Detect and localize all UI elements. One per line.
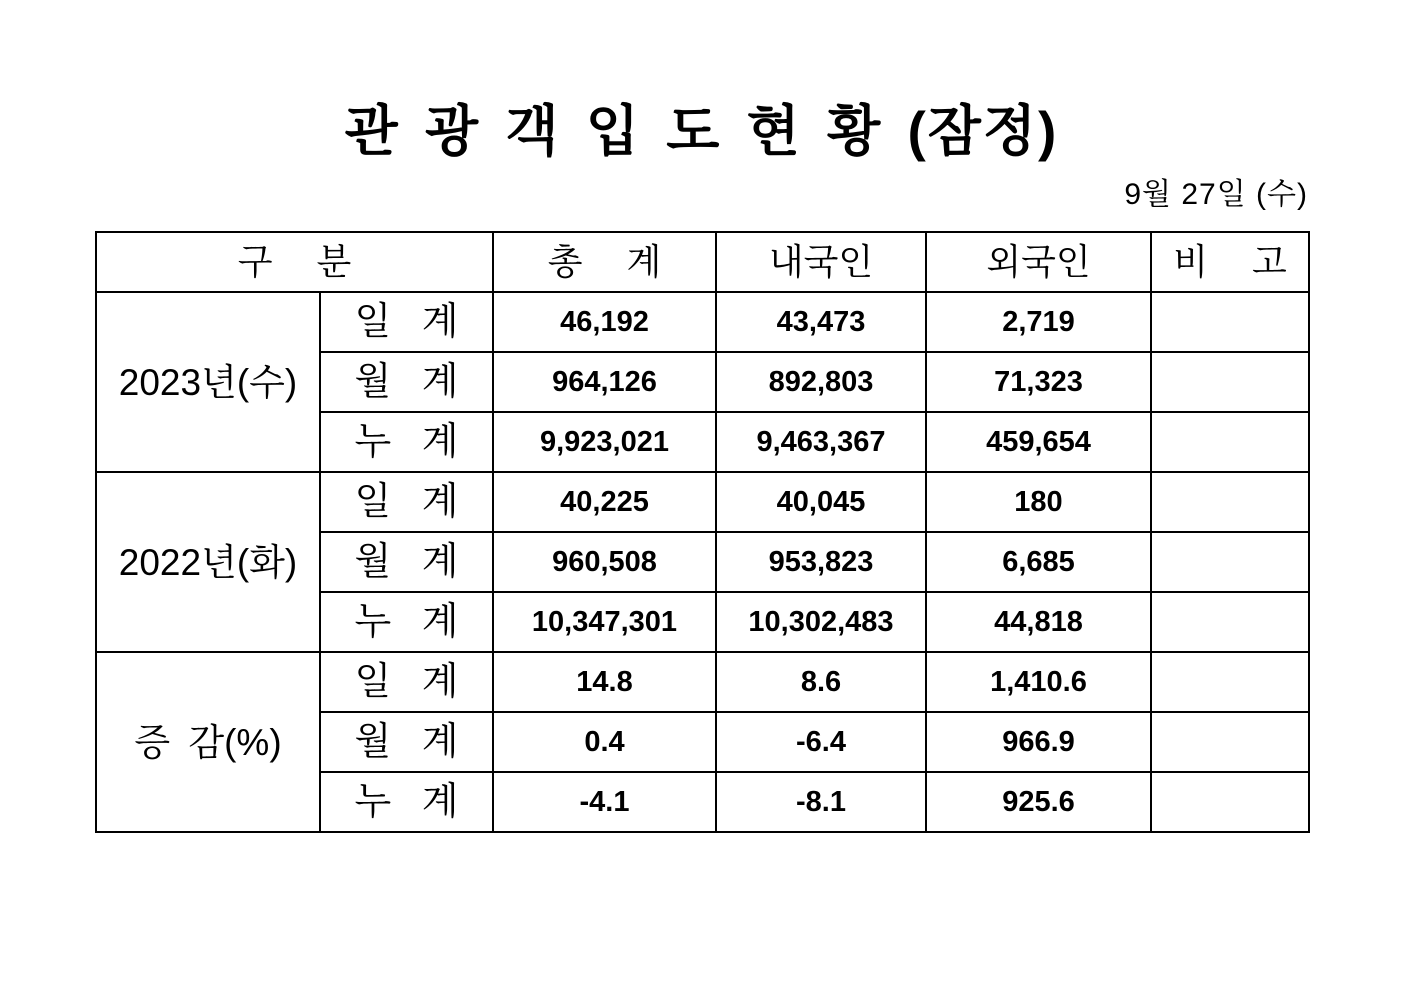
total-value: 0.4: [493, 712, 716, 772]
table-container: [95, 231, 1310, 833]
domestic-value: -6.4: [716, 712, 926, 772]
row-label: 일 계: [320, 472, 493, 532]
domestic-value: 43,473: [716, 292, 926, 352]
foreign-value: 6,685: [926, 532, 1151, 592]
header-total: 총 계: [493, 232, 716, 292]
table-row: [96, 292, 1309, 352]
total-value: 10,347,301: [493, 592, 716, 652]
header-foreign: 외국인: [926, 232, 1151, 292]
note-cell: [1151, 532, 1309, 592]
section-label-2023: 2023년(수): [96, 292, 320, 472]
foreign-value: 1,410.6: [926, 652, 1151, 712]
table-row: [96, 472, 1309, 532]
header-note: 비 고: [1151, 232, 1309, 292]
row-label: 월 계: [320, 712, 493, 772]
foreign-value: 966.9: [926, 712, 1151, 772]
total-value: 9,923,021: [493, 412, 716, 472]
domestic-value: 892,803: [716, 352, 926, 412]
page-title: 관 광 객 입 도 현 황 (잠정): [344, 100, 1059, 162]
header-domestic: 내국인: [716, 232, 926, 292]
note-cell: [1151, 652, 1309, 712]
header-row: [96, 232, 1309, 292]
total-value: 40,225: [493, 472, 716, 532]
row-label: 월 계: [320, 532, 493, 592]
domestic-value: 40,045: [716, 472, 926, 532]
row-label: 누 계: [320, 412, 493, 472]
total-value: 964,126: [493, 352, 716, 412]
domestic-value: 9,463,367: [716, 412, 926, 472]
row-label: 월 계: [320, 352, 493, 412]
row-label: 일 계: [320, 292, 493, 352]
row-label: 누 계: [320, 772, 493, 832]
total-value: -4.1: [493, 772, 716, 832]
row-label: 일 계: [320, 652, 493, 712]
note-cell: [1151, 772, 1309, 832]
domestic-value: 953,823: [716, 532, 926, 592]
tourist-arrivals-table: [95, 231, 1310, 833]
total-value: 960,508: [493, 532, 716, 592]
row-label: 누 계: [320, 592, 493, 652]
domestic-value: -8.1: [716, 772, 926, 832]
note-cell: [1151, 712, 1309, 772]
header-category: 구 분: [96, 232, 493, 292]
foreign-value: 71,323: [926, 352, 1151, 412]
foreign-value: 2,719: [926, 292, 1151, 352]
foreign-value: 44,818: [926, 592, 1151, 652]
note-cell: [1151, 352, 1309, 412]
note-cell: [1151, 292, 1309, 352]
section-label-change: 증 감(%): [96, 652, 320, 832]
foreign-value: 459,654: [926, 412, 1151, 472]
note-cell: [1151, 412, 1309, 472]
section-label-2022: 2022년(화): [96, 472, 320, 652]
domestic-value: 10,302,483: [716, 592, 926, 652]
report-date: 9월 27일 (수): [1124, 178, 1308, 211]
domestic-value: 8.6: [716, 652, 926, 712]
total-value: 14.8: [493, 652, 716, 712]
table-row: [96, 652, 1309, 712]
foreign-value: 180: [926, 472, 1151, 532]
note-cell: [1151, 472, 1309, 532]
foreign-value: 925.6: [926, 772, 1151, 832]
total-value: 46,192: [493, 292, 716, 352]
note-cell: [1151, 592, 1309, 652]
